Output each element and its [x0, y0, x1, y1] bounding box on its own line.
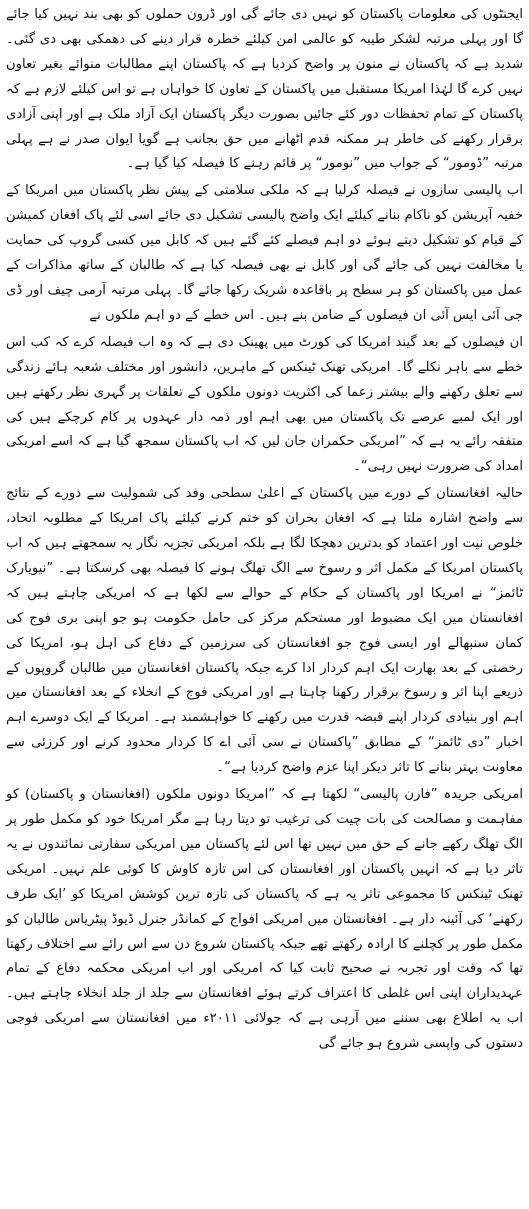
article-paragraph: حالیہ افغانستان کے دورے میں پاکستان کے اعلیٰ سطحی وفد کی شمولیت سے دورے کے نتائج سے واضح اشارہ ملتا ہے کہ افغان بحران کو ختم کرنے کیلئے پاک امریکا کے مطلوبہ اتحاد، خلوص نیت اور اعتماد کو بدترین دھچکا لگا ہے بلکہ امریکی تجزیہ نگار یہ سمجھتے ہیں کہ اب پاکستان امریکا کے مکمل اثر و رسوخ سے الگ تھلگ ہونے کا فیصلہ بھی کرسکتا ہے۔ ”نیویارک ٹائمز“ نے امریکا اور پاکستان کے حکام کے حوالے سے لکھا ہے کہ امریکی چاہتے ہیں کہ افغانستان میں ایک مضبوط اور مستحکم مرکز کی حامل حکومت ہو جو اپنی بری فوج کی کمان سنبھالے اور ایسی فوج جو افغانستان کی سرزمین کے دفاع کی اہل ہو، امریکا کی رخصتی کے بعد بھارت ایک اہم کردار ادا کرے جبکہ پاکستان افغانستان میں طالبان گروپوں کے ذریعے اپنا اثر و رسوخ برقرار رکھنا چاہتا ہے اور امریکی فوج کے انخلاء کے بعد افغانستان میں اہم اور بنیادی کردار اپنے قبضہ قدرت میں رکھنے کا خواہشمند ہے۔ امریکا کے ایک دوسرے اہم اخبار ”دی ٹائمز“ کے مطابق ”پاکستان نے سی آئی اے کا کردار محدود کرنے اور کرزئی سے معاونت بہتر بنانے کا تاثر دیکر اپنا عزم واضح کردیا ہے“۔ [6, 486, 523, 776]
article-paragraph: امریکی جریدہ ”فارن پالیسی“ لکھتا ہے کہ ”امریکا دونوں ملکوں (افغانستان و پاکستان) کو مفاہمت و مصالحت کی بات چیت کی ترغیب تو دیتا رہا ہے مگر امریکا خود کو مکمل طور پر الگ تھلگ رکھے جانے کے حق میں نہیں تھا اس لئے پاکستان میں امریکی سفارتی نمائندوں نے یہ تاثر دیا ہے کہ انہیں پاکستان اور افغانستان کی اس تازہ کاوش کا کوئی علم نہیں۔ امریکی تھنک ٹینکس کا مجموعی تاثر یہ ہے کہ پاکستان کی تازہ ترین کوشش امریکا کو ’ایک طرف رکھنے‘ کی آئینہ دار ہے۔ افغانستان میں امریکی افواج کے کمانڈر جنرل ڈیوڈ پیٹریاس طالبان کو مکمل طور پر کچلنے کا ارادہ رکھتے تھے جبکہ پاکستان شروع دن سے اس رائے سے اختلاف رکھتا تھا کہ وقت اور تجربہ نے صحیح ثابت کیا کہ امریکی اور اب امریکی محکمہ دفاع کے تمام عہدیداران اپنی اس غلطی کا اعتراف کرتے ہوئے افغانستان سے جلد از جلد انخلاء چاہتے ہیں۔ اب یہ اطلاع بھی سننے میں آرہی ہے کہ جولائی ۲۰۱۱ء میں افغانستان سے امریکی فوجی دستوں کی واپسی شروع ہو جائے گی [6, 787, 523, 1052]
article-body [6, 3, 523, 1057]
article-paragraph: ایجنٹوں کی معلومات پاکستان کو نہیں دی جائے گی اور ڈرون حملوں کو بھی بند نہیں کیا جائے گا اور پہلی مرتبہ لشکر طیبہ کو عالمی امن کیلئے خطرہ قرار دینے کی دھمکی بھی دی گئی۔ شدید ہے کہ پاکستان نے منون پر واضح کردیا ہے کہ پاکستان اپنے مطالبات منوائے بغیر تعاون نہیں کرے گا لہٰذا امریکا مستقبل میں پاکستان کے تعاون کا خواہاں ہے تو اس کیلئے لازم ہے کہ پاکستان کے تمام تحفظات دور کئے جائیں بصورت دیگر پاکستان ایک آزاد ملک ہے اور اپنی آزادی برقرار رکھنے کی خاطر ہر ممکنہ قدم اٹھانے میں حق بجانب ہے گویا ایوان صدر نے ہے پہلی مرتبہ ”ڈومور“ کے جواب میں ”نومور“ پر قائم رہنے کا فیصلہ کیا گیا ہے۔ [6, 7, 523, 172]
article-paragraph: اب پالیسی سازوں نے فیصلہ کرلیا ہے کہ ملکی سلامتی کے پیش نظر پاکستان میں امریکا کے خفیہ آپریشن کو ناکام بنانے کیلئے ایک واضح پالیسی تشکیل دی جائے اسی لئے پاک افغان کمیشن کے قیام کو تشکیل دیتے ہوئے دو اہم فیصلے کئے گئے ہیں کہ کابل میں کسی گروپ کی حمایت یا مخالفت نہیں کی جائے گی اور کابل نے بھی فیصلہ کیا ہے کہ طالبان کے ساتھ مذاکرات کے عمل میں پاکستان کو ہر سطح پر باقاعدہ شریک رکھا جائے گا۔ پہلی مرتبہ آرمی چیف اور ڈی جی آئی ایس آئی ان فیصلوں کے ضامن بنے ہیں۔ اس خطے کے دو اہم ملکوں نے [6, 183, 523, 323]
article-paragraph: ان فیصلوں کے بعد گیند امریکا کی کورٹ میں پھینک دی ہے کہ وہ اب فیصلہ کرے کہ کب اس خطے سے باہر نکلے گا۔ امریکی تھنک ٹینکس کے ماہرین، دانشور اور مختلف شعبہ ہائے زندگی سے تعلق رکھنے والے بیشتر زعما کی اکثریت دونوں ملکوں کے تعلقات پر گہری نظر رکھتے ہیں اور ایک لمبے عرصے تک پاکستان میں بھی اہم اور ذمہ دار عہدوں پر کام کرچکے ہیں کی متفقہ رائے یہ ہے کہ ”امریکی حکمران جان لیں کہ اب پاکستان سمجھ گیا ہے کہ اسے امریکی امداد کی ضرورت نہیں رہی“۔ [6, 334, 523, 475]
